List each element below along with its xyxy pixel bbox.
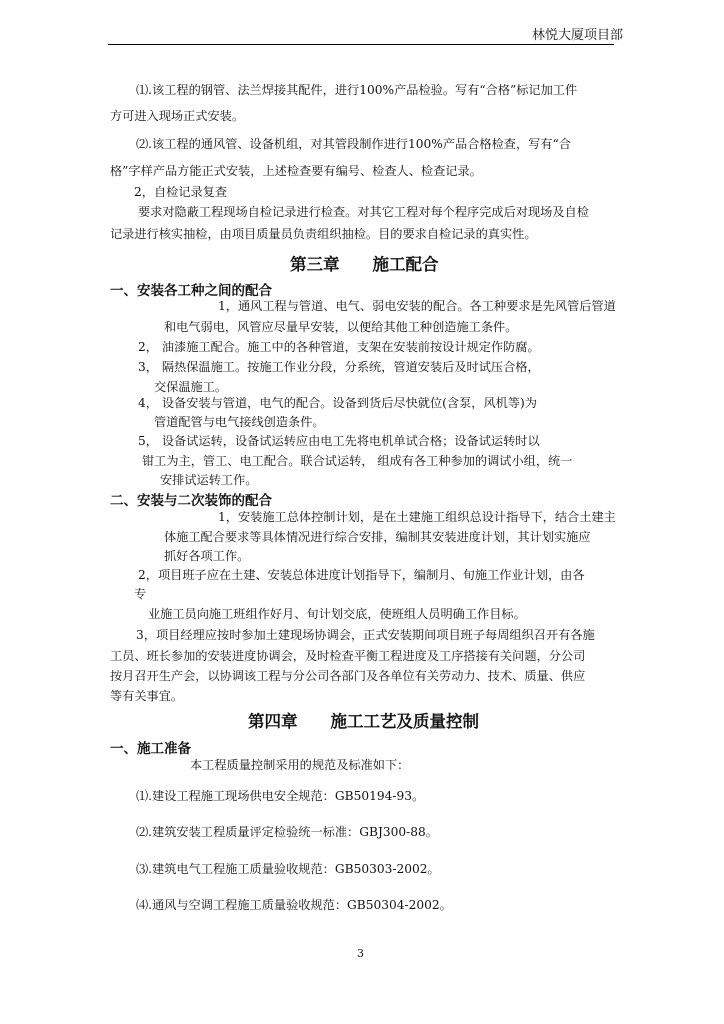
paragraph-line: 方可进入现场正式安装。	[110, 109, 245, 123]
section-heading: 二、安装与二次装饰的配合	[110, 493, 272, 509]
paragraph-line: 要求对隐蔽工程现场自检记录进行检查。对其它工程对每个程序完成后对现场及自检	[138, 205, 589, 219]
standard-item: ⑶.建筑电气工程施工质量验收规范：GB50303-2002。	[136, 862, 440, 876]
standard-item: ⑷.通风与空调工程施工质量验收规范：GB50304-2002。	[136, 898, 452, 912]
chapter-3-title: 第三章 施工配合	[290, 255, 439, 274]
paragraph-line: 3， 隔热保温施工。按施工作业分段，分系统，管道安装后及时试压合格，	[138, 360, 540, 374]
paragraph-line: 工员、班长参加的安装进度协调会，及时检查平衡工程进度及工序搭接有关问题，分公司	[110, 649, 586, 663]
paragraph-line: 2， 油漆施工配合。施工中的各种管道，支架在安装前按设计规定作防腐。	[138, 340, 540, 354]
paragraph-line: 本工程质量控制采用的规范及标准如下：	[190, 758, 410, 772]
paragraph-line: 专	[134, 587, 147, 601]
paragraph-line: 5， 设备试运转，设备试运转应由电工先将电机单试合格；设备试运转时以	[138, 434, 540, 448]
paragraph-line: 等有关事宜。	[110, 689, 184, 703]
paragraph-line: 按月召开生产会，以协调该工程与分公司各部门及各单位有关劳动力、技术、质量、供应	[110, 669, 586, 683]
paragraph-line: 4， 设备安装与管道，电气的配合。设备到货后尽快就位(含泵，风机等)为	[138, 396, 537, 410]
chapter-4-title: 第四章 施工工艺及质量控制	[248, 712, 479, 731]
paragraph-line: ⑵.该工程的通风管、设备机组，对其管段制作进行100%产品合格检查，写有“合	[136, 137, 571, 151]
paragraph-line: 安排试运转工作。	[160, 473, 258, 487]
page-number: 3	[357, 947, 364, 960]
paragraph-line: 体施工配合要求等具体情况进行综合安排，编制其安装进度计划，其计划实施应	[164, 530, 591, 544]
paragraph-line: 2，自检记录复查	[134, 185, 228, 199]
header-title: 林悦大厦项目部	[532, 28, 624, 43]
paragraph-line: 记录进行核实抽检，由项目质量员负责组织抽检。目的要求自检记录的真实性。	[110, 227, 537, 241]
paragraph-line: 钳工为主，管工、电工配合。联合试运转， 组成有各工种参加的调试小组，统一	[142, 454, 573, 468]
paragraph-line: 和电气弱电，风管应尽量早安装，以便给其他工种创造施工条件。	[164, 320, 518, 334]
paragraph-line: 业施工员向施工班组作好月、旬计划交底，使班组人员明确工作目标。	[148, 607, 526, 621]
standard-item: ⑴.建设工程施工现场供电安全规范：GB50194-93。	[136, 789, 425, 803]
paragraph-line: 2，项目班子应在土建、安装总体进度计划指导下，编制月、旬施工作业计划，由各	[138, 568, 585, 582]
standard-item: ⑵.建筑安装工程质量评定检验统一标准：GBJ300-88。	[136, 825, 438, 839]
section-heading: 一、安装各工种之间的配合	[110, 283, 272, 299]
paragraph-line: 交保温施工。	[154, 380, 228, 394]
paragraph-line: 1，通风工程与管道、电气、弱电安装的配合。各工种要求是先风管后管道	[218, 299, 616, 313]
paragraph-line: 格”字样产品方能正式安装，上述检查要有编号、检查人、检查记录。	[110, 164, 482, 178]
paragraph-line: 管道配管与电气接线创造条件。	[154, 415, 325, 429]
paragraph-line: 1，安装施工总体控制计划，是在土建施工组织总设计指导下，结合土建主	[218, 510, 616, 524]
header-rule	[108, 44, 614, 45]
paragraph-line: ⑴.该工程的钢管、法兰焊接其配件，进行100%产品检验。写有“合格”标记加工件	[136, 83, 578, 97]
section-heading: 一、施工准备	[110, 741, 191, 757]
paragraph-line: 3，项目经理应按时参加土建现场协调会，正式安装期间项目班子每周组织召开有各施	[136, 628, 595, 642]
paragraph-line: 抓好各项工作。	[164, 549, 250, 563]
